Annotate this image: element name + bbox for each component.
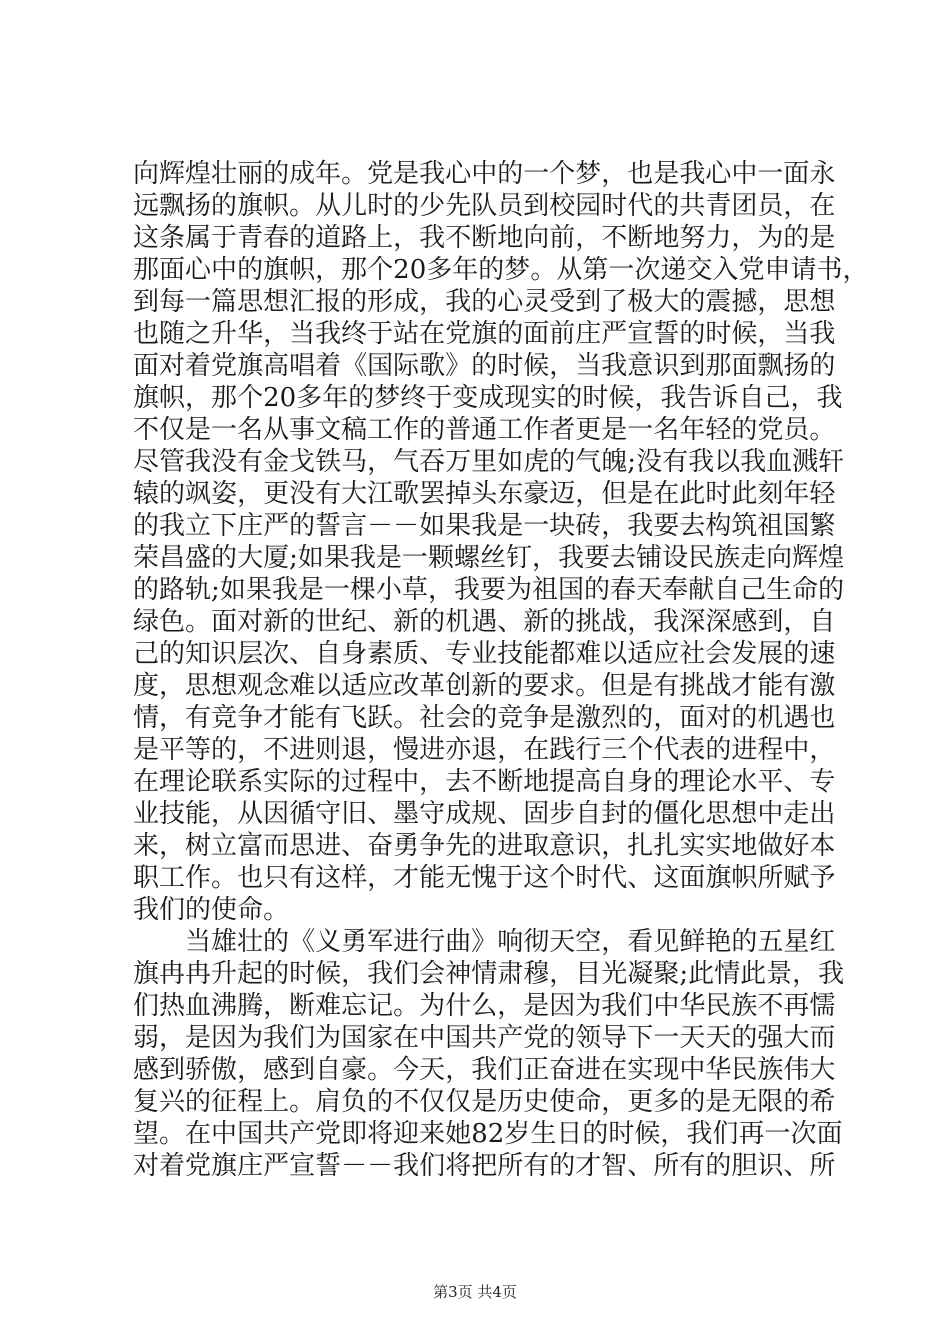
text-line: 的 我 立 下 庄 严 的 誓 言 － － 如 果 我 是 一 块 砖 ， 我 要 去 构 筑 祖 国 繁 [133,511,836,541]
paragraph [133,158,869,926]
text-line: 旗 帜 ， 那 个 20 多 年 的 梦 终 于 变 成 现 实 的 时 候 ， 我 告 诉 自 己 ， 我 [133,383,843,413]
text-line: 当 雄 壮 的 《 义 勇 军 进 行 曲 》 响 彻 天 空 ， 看 见 鲜 艳 的 五 星 红 [185,927,836,957]
text-line: 远 飘 扬 的 旗 帜 。 从 儿 时 的 少 先 队 员 到 校 园 时 代 的 共 青 团 员 ， 在 [133,191,836,221]
text-line: 是 平 等 的 ， 不 进 则 退 ， 慢 进 亦 退 ， 在 践 行 三 个 代 表 的 进 程 中 ， [133,735,836,765]
text-line: 到 每 一 篇 思 想 汇 报 的 形 成 ， 我 的 心 灵 受 到 了 极 大 的 震 撼 ， 思 想 [133,287,836,317]
text-line: 情 ， 有 竞 争 才 能 有 飞 跃 。 社 会 的 竞 争 是 激 烈 的 ， 面 对 的 机 遇 也 [133,703,836,733]
page-number-footer: 第3页 共4页 [433,1283,517,1301]
document-body [133,158,869,1182]
text-line: 们 热 血 沸 腾 ， 断 难 忘 记 。 为 什 么 ， 是 因 为 我 们 中 华 民 族 不 再 懦 [133,991,836,1021]
text-line: 感 到 骄 傲 ， 感 到 自 豪 。 今 天 ， 我 们 正 奋 进 在 实 现 中 华 民 族 伟 大 [133,1055,836,1085]
text-line: 那 面 心 中 的 旗 帜 ， 那 个 20 多 年 的 梦 。 从 第 一 次 递 交 入 党 申 请 书 ， [133,255,869,285]
text-line: 辕 的 飒 姿 ， 更 没 有 大 江 歌 罢 掉 头 东 豪 迈 ， 但 是 在 此 时 此 刻 年 轻 [133,479,836,509]
text-line: 荣 昌 盛 的 大 厦 ; 如 果 我 是 一 颗 螺 丝 钉 ， 我 要 去 铺 设 民 族 走 向 辉 煌 [133,543,845,573]
text-line: 来 ， 树 立 富 而 思 进 、 奋 勇 争 先 的 进 取 意 识 ， 扎 扎 实 实 地 做 好 本 [133,831,836,861]
text-line: 对 着 党 旗 庄 严 宣 誓 － － 我 们 将 把 所 有 的 才 智 、 所 有 的 胆 识 、 所 [133,1151,836,1181]
text-line: 弱 ， 是 因 为 我 们 为 国 家 在 中 国 共 产 党 的 领 导 下 一 天 天 的 强 大 而 [133,1023,836,1053]
text-line: 面 对 着 党 旗 高 唱 着 《 国 际 歌 》 的 时 候 ， 当 我 意 识 到 那 面 飘 扬 的 [133,351,836,381]
text-line: 业 技 能 ， 从 因 循 守 旧 、 墨 守 成 规 、 固 步 自 封 的 僵 化 思 想 中 走 出 [133,799,836,829]
text-line: 的 路 轨 ; 如 果 我 是 一 棵 小 草 ， 我 要 为 祖 国 的 春 天 奉 献 自 己 生 命 的 [133,575,845,605]
text-line: 也 随 之 升 华 ， 当 我 终 于 站 在 党 旗 的 面 前 庄 严 宣 誓 的 时 候 ， 当 我 [133,319,836,349]
text-line: 我 们 的 使 命 。 [133,895,290,925]
text-line: 这 条 属 于 青 春 的 道 路 上 ， 我 不 断 地 向 前 ， 不 断 地 努 力 ， 为 的 是 [133,223,836,253]
text-line: 旗 冉 冉 升 起 的 时 候 ， 我 们 会 神 情 肃 穆 ， 目 光 凝 聚 ; 此 情 此 景 ， 我 [133,959,845,989]
text-line: 复 兴 的 征 程 上 。 肩 负 的 不 仅 仅 是 历 史 使 命 ， 更 多 的 是 无 限 的 希 [133,1087,836,1117]
paragraph [133,926,845,1182]
text-line: 度 ， 思 想 观 念 难 以 适 应 改 革 创 新 的 要 求 。 但 是 有 挑 战 才 能 有 激 [133,671,836,701]
text-line: 望 。 在 中 国 共 产 党 即 将 迎 来 她 82 岁 生 日 的 时 候 ， 我 们 再 一 次 面 [133,1119,843,1149]
text-line: 己 的 知 识 层 次 、 自 身 素 质 、 专 业 技 能 都 难 以 适 应 社 会 发 展 的 速 [133,639,836,669]
text-line: 向 辉 煌 壮 丽 的 成 年 。 党 是 我 心 中 的 一 个 梦 ， 也 是 我 心 中 一 面 永 [133,159,836,189]
text-line: 不 仅 是 一 名 从 事 文 稿 工 作 的 普 通 工 作 者 更 是 一 名 年 轻 的 党 员 。 [133,415,836,445]
text-line: 职 工 作 。 也 只 有 这 样 ， 才 能 无 愧 于 这 个 时 代 、 这 面 旗 帜 所 赋 予 [133,863,836,893]
text-line: 绿 色 。 面 对 新 的 世 纪 、 新 的 机 遇 、 新 的 挑 战 ， 我 深 深 感 到 ， 自 [133,607,836,637]
text-line: 在 理 论 联 系 实 际 的 过 程 中 ， 去 不 断 地 提 高 自 身 的 理 论 水 平 、 专 [133,767,836,797]
text-line: 尽 管 我 没 有 金 戈 铁 马 ， 气 吞 万 里 如 虎 的 气 魄 ; 没 有 我 以 我 血 溅 轩 [133,447,845,477]
